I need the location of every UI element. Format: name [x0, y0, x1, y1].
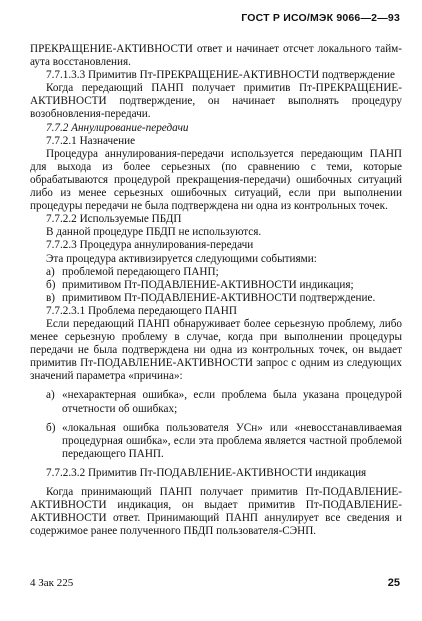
- paragraph-continuation: ПРЕКРАЩЕНИЕ-АКТИВНОСТИ ответ и начинает отсчет локального тайм-аута восстановления.: [30, 43, 402, 69]
- list-marker: б): [46, 278, 56, 291]
- list-marker: б): [46, 421, 56, 434]
- page-body: [30, 43, 402, 538]
- page-footer: [30, 577, 400, 589]
- list-marker: в): [46, 291, 56, 304]
- paragraph: Когда принимающий ПАНП получает примитив Пт-ПОДАВЛЕНИЕ-АКТИВНОСТИ индикация, он выдает примитив Пт-ПОДАВЛЕНИЕ-АКТИВНОСТИ ответ. Принимающий ПАНП аннулирует все сведения и содержимое ранее полученного ПБДП пользователя-СЭНП.: [30, 486, 402, 538]
- reason-list: [30, 389, 402, 460]
- page-number: 25: [387, 577, 400, 589]
- list-item-text: проблемой передающего ПАНП;: [62, 265, 219, 278]
- section-heading-7-7-2-1: 7.7.2.1 Назначение: [46, 134, 136, 147]
- list-item-text: примитивом Пт-ПОДАВЛЕНИЕ-АКТИВНОСТИ индикация;: [62, 278, 354, 291]
- list-item: [30, 279, 402, 292]
- paragraph: Если передающий ПАНП обнаруживает более серьезную проблему, либо менее серьезную проблему в случае, когда при выполнении процедуры передачи не была подтверждена ни одна из контрольных точек, он выдает примитив Пт-ПОДАВЛЕНИЕ-АКТИВНОСТИ запрос с одним из следующих значений параметра «причина»:: [30, 317, 402, 383]
- list-item-text: «нехарактерная ошибка», если проблема была указана процедурой отчетности об ошибках;: [62, 389, 402, 415]
- paragraph: Эта процедура активизируется следующими событиями:: [46, 252, 317, 265]
- list-item: [30, 292, 402, 305]
- paragraph: В данной процедуре ПБДП не используются.: [46, 226, 262, 239]
- paragraph: Процедура аннулирования-передачи используется передающим ПАНП для выхода из более серьезных (по сравнению с теми, которые обрабатываются процедурой прекращения-передачи) ошибочных ситуаций либо из менее серьезных ошибочных ситуаций, если при выполнении процедуры передачи не была подтверждена ни одна из контрольных точек.: [30, 147, 402, 213]
- list-item-text: «локальная ошибка пользователя УСн» или «невосстанавливаемая процедурная ошибка», если эта проблема является частной проблемой передающего ПАНП.: [62, 421, 402, 460]
- list-item: [30, 389, 402, 415]
- running-header: ГОСТ Р ИСО/МЭК 9066—2—93: [241, 12, 400, 24]
- print-order-mark: 4 Зак 225: [30, 577, 74, 589]
- list-item-text: примитивом Пт-ПОДАВЛЕНИЕ-АКТИВНОСТИ подтверждение.: [62, 291, 376, 304]
- section-heading-7-7-2-3-2: 7.7.2.3.2 Примитив Пт-ПОДАВЛЕНИЕ-АКТИВНОСТИ индикация: [46, 466, 367, 479]
- section-heading-7-7-1-3-3: 7.7.1.3.3 Примитив Пт-ПРЕКРАЩЕНИЕ-АКТИВНОСТИ подтверждение: [46, 69, 395, 82]
- list-marker: а): [46, 389, 55, 402]
- event-list: [30, 266, 402, 305]
- section-heading-7-7-2-3: 7.7.2.3 Процедура аннулирования-передачи: [46, 239, 254, 252]
- section-heading-7-7-2-2: 7.7.2.2 Используемые ПБДП: [46, 213, 182, 226]
- list-item: [30, 266, 402, 279]
- section-heading-7-7-2-3-1: 7.7.2.3.1 Проблема передающего ПАНП: [46, 304, 237, 317]
- list-marker: а): [46, 265, 55, 278]
- section-heading-7-7-2: 7.7.2 Аннулирование-передачи: [46, 121, 189, 134]
- paragraph: Когда передающий ПАНП получает примитив Пт-ПРЕКРАЩЕНИЕ-АКТИВНОСТИ подтверждение, он начинает выполнять процедуру возобновления-передачи.: [30, 82, 402, 121]
- list-item: [30, 422, 402, 461]
